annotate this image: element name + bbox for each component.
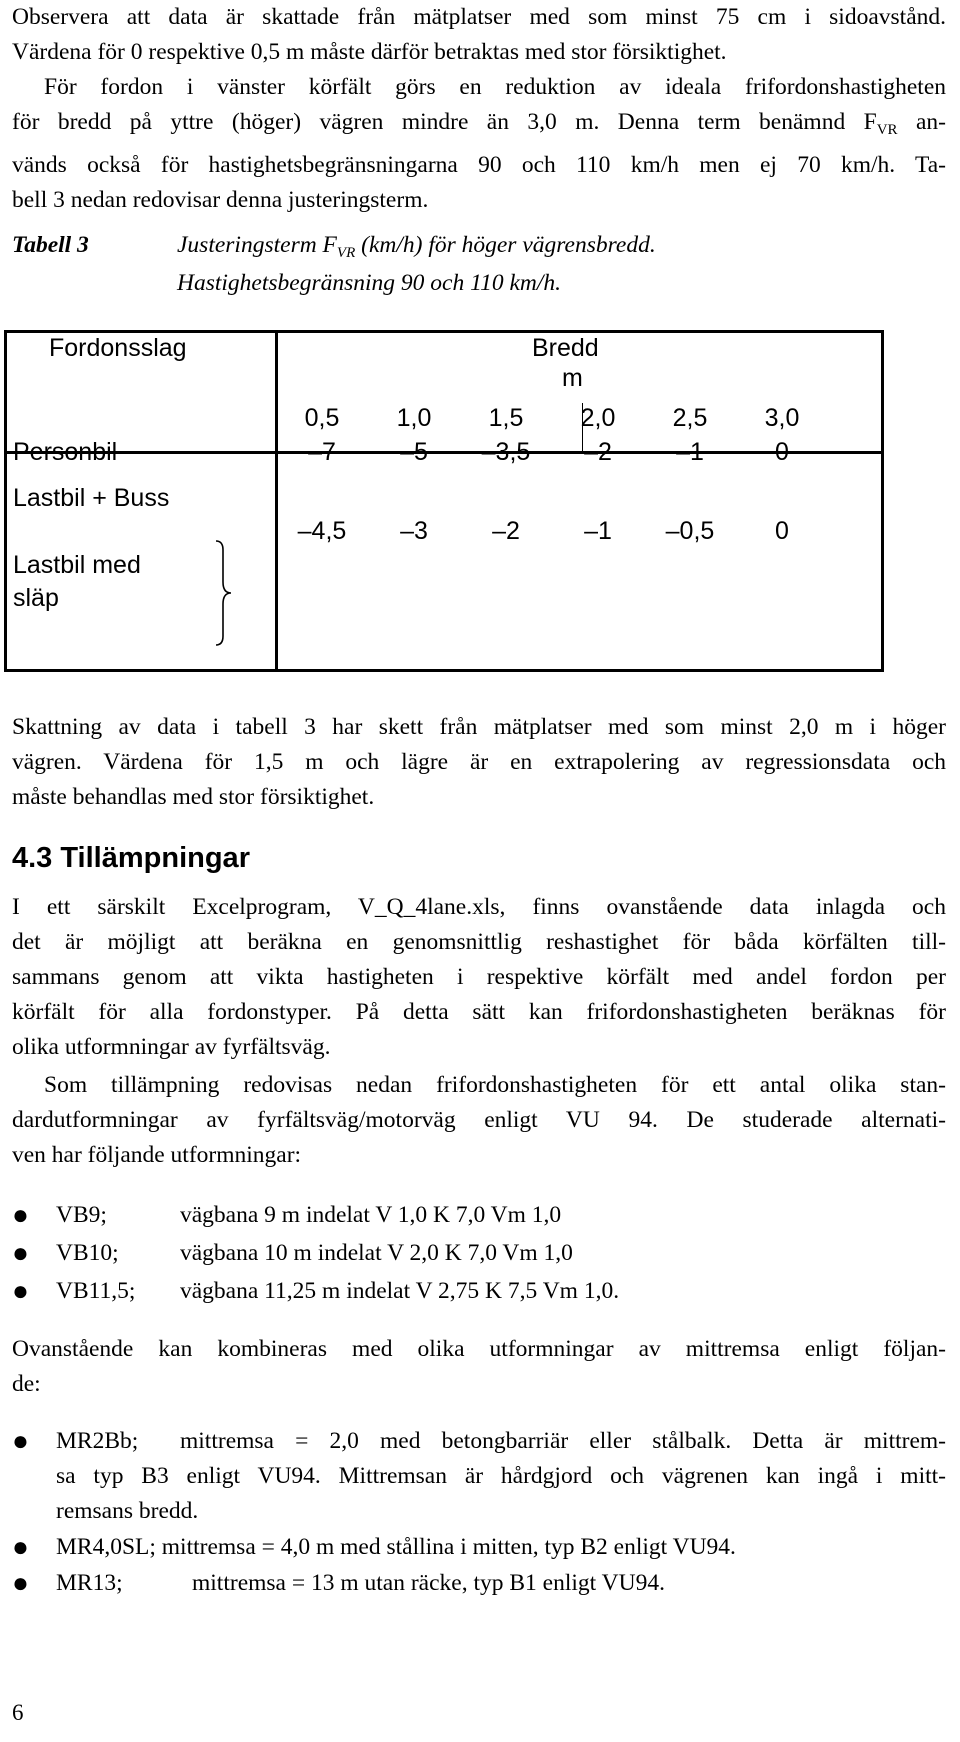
- paragraph: [12, 1068, 946, 1173]
- intro-line: För fordon i vänster körfält görs en reduktion av ideala frifordonshastigheten: [44, 74, 946, 100]
- paragraph-line: det är möjligt att beräkna en genomsnittlig reshastighet för båda körfälten till-: [12, 929, 946, 955]
- bullet-icon: ●: [12, 1200, 29, 1231]
- paragraph-line: körfält för alla fordonstyper. På detta sätt kan frifordonshastigheten beräknas för: [12, 999, 946, 1025]
- table-note: [12, 710, 946, 815]
- bullet-icon: ●: [12, 1532, 29, 1563]
- bullet-icon: ●: [12, 1426, 29, 1457]
- bullet-icon: ●: [12, 1276, 29, 1307]
- list-item-line: mittremsa = 2,0 med betongbarriär eller stålbalk. Detta är mittrem-: [180, 1428, 946, 1454]
- table-caption-text: Justeringsterm $F_{VR}$ (km/h) för höger vägrensbredd. Hastighetsbegränsning 90 och 110 km/h.: [177, 232, 656, 296]
- list-item-line: remsans bredd.: [56, 1498, 199, 1524]
- row-label: släp: [13, 584, 59, 612]
- table-cell: –3: [400, 517, 428, 545]
- page-number: 6: [12, 1700, 24, 1725]
- bullet-icon: ●: [12, 1238, 29, 1269]
- list-item-code: VB11,5;: [56, 1278, 136, 1304]
- paragraph-line: sammans genom att vikta hastigheten i respektive körfält med andel fordon per: [12, 964, 946, 990]
- intro-line: Observera att data är skattade från mätplatser med som minst 75 cm i sidoavstånd.: [12, 4, 946, 30]
- note-line: vägren. Värdena för 1,5 m och lägre är en extrapolering av regressionsdata och: [12, 749, 946, 775]
- adjustment-table: [4, 330, 884, 672]
- note-line: Skattning av data i tabell 3 har skett från mätplatser med som minst 2,0 m i höger: [12, 714, 946, 740]
- table-divider: [275, 333, 278, 669]
- table-cell: –2: [584, 438, 612, 466]
- list-item-code: MR13;: [56, 1570, 123, 1596]
- table-cell: –5: [400, 438, 428, 466]
- paragraph: [12, 1332, 946, 1402]
- column-header-vehicle-type: Fordonsslag: [49, 334, 187, 362]
- intro-line: Värdena för 0 respektive 0,5 m måste därför betraktas med stor försiktighet.: [12, 39, 727, 65]
- table-cell: –1: [676, 438, 704, 466]
- paragraph-line: olika utformningar av fyrfältsväg.: [12, 1034, 331, 1060]
- table-cell: –2: [492, 517, 520, 545]
- list-item-desc: mittremsa = 13 m utan räcke, typ B1 enligt VU94.: [192, 1570, 665, 1596]
- section-heading: 4.3 Tillämpningar: [12, 842, 250, 874]
- list-item-desc: vägbana 9 m indelat V 1,0 K 7,0 Vm 1,0: [180, 1202, 562, 1228]
- paragraph: [12, 890, 946, 1065]
- column-header-unit: m: [562, 364, 583, 392]
- table-cell: –1: [584, 517, 612, 545]
- row-label: Lastbil + Buss: [13, 484, 170, 512]
- paragraph-line: de:: [12, 1371, 41, 1397]
- width-header: 3,0: [764, 404, 800, 432]
- table-cell: –0,5: [665, 517, 715, 545]
- column-header-width: Bredd: [532, 334, 599, 362]
- list-item-code: VB10;: [56, 1240, 119, 1266]
- list-item-desc: vägbana 11,25 m indelat V 2,75 K 7,5 Vm 1,0.: [180, 1278, 620, 1304]
- note-line: måste behandlas med stor försiktighet.: [12, 784, 375, 810]
- list-item: [12, 1424, 946, 1534]
- table-cell: 0: [775, 438, 789, 466]
- intro-line: vänds också för hastighetsbegränsningarna 90 och 110 km/h men ej 70 km/h. Ta-: [12, 152, 946, 178]
- paragraph-line: I ett särskilt Excelprogram, V_Q_4lane.xls, finns ovanstående data inlagda och: [12, 894, 946, 920]
- paragraph-line: dardutformningar av fyrfältsväg/motorväg enligt VU 94. De studerade alternati-: [12, 1107, 946, 1133]
- list-item-desc: vägbana 10 m indelat V 2,0 K 7,0 Vm 1,0: [180, 1240, 573, 1266]
- table-cell: –7: [308, 438, 336, 466]
- paragraph-line: Som tillämpning redovisas nedan frifordonshastigheten för ett antal olika stan-: [44, 1072, 946, 1098]
- paragraph-line: Ovanstående kan kombineras med olika utformningar av mittremsa enligt följan-: [12, 1336, 946, 1362]
- row-label: Personbil: [13, 438, 118, 466]
- list-item-code: MR2Bb;: [56, 1428, 139, 1454]
- brace-icon: [212, 538, 238, 648]
- list-item-line: sa typ B3 enligt VU94. Mittremsan är hårdgjord och vägrenen kan ingå i mitt-: [56, 1463, 946, 1489]
- row-label: Lastbil med: [13, 551, 141, 579]
- table-caption-label: Tabell 3: [12, 232, 89, 258]
- width-header: 2,5: [672, 404, 708, 432]
- intro-paragraph: [12, 0, 946, 218]
- table-cell: –3,5: [481, 438, 531, 466]
- table-cell: –4,5: [297, 517, 347, 545]
- bullet-icon: ●: [12, 1568, 29, 1599]
- table-cell: 0: [775, 517, 789, 545]
- width-header: 1,5: [488, 404, 524, 432]
- list-item-code: VB9;: [56, 1202, 107, 1228]
- intro-line: för bredd på yttre (höger) vägren mindre än 3,0 m. Denna term benämnd $F_{VR}$ an-: [12, 109, 946, 138]
- width-header: 1,0: [396, 404, 432, 432]
- intro-line: bell 3 nedan redovisar denna justeringsterm.: [12, 187, 429, 213]
- width-header: 0,5: [304, 404, 340, 432]
- list-item-text: MR4,0SL; mittremsa = 4,0 m med stållina i mitten, typ B2 enligt VU94.: [56, 1534, 736, 1560]
- paragraph-line: ven har följande utformningar:: [12, 1142, 302, 1168]
- width-header: 2,0: [580, 404, 616, 432]
